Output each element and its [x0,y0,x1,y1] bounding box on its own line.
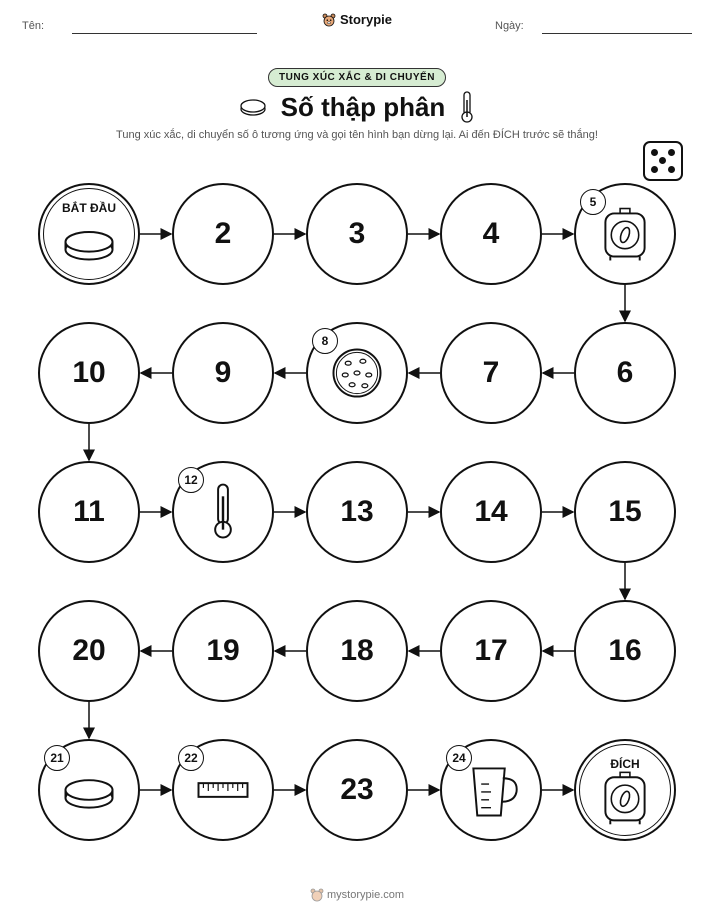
board-cell-15 [574,461,676,563]
board-cell-13 [306,461,408,563]
cell-number: 14 [474,495,508,528]
brand-name: Storypie [339,12,392,27]
board-cell-10 [38,322,140,424]
cell-number: 13 [340,495,374,528]
cell-number-badge: 24 [446,745,472,771]
board-cell-6 [574,322,676,424]
cell-number: 20 [72,634,106,667]
cell-number: 16 [608,634,642,667]
cell-number: 15 [608,495,642,528]
name-label: Tên: [22,20,45,32]
board-cell-22 [172,739,274,841]
board-cell-9 [172,322,274,424]
board-cell-7 [440,322,542,424]
cell-number: 7 [482,356,500,389]
board-cell-11 [38,461,140,563]
bear-icon [310,888,324,902]
board-cell-23 [306,739,408,841]
footer-site: mystorypie.com [327,888,405,901]
game-type-tag: TUNG XÚC XẮC & DI CHUYỂN [0,67,714,87]
coin-icon [40,185,138,283]
cell-number-badge: 12 [178,467,204,493]
board-cell-2 [172,183,274,285]
board-cell-21 [38,739,140,841]
stopwatch-icon [576,741,674,839]
cell-number-badge: 8 [312,328,338,354]
cell-number: 3 [348,217,366,250]
finish-label: ĐÍCH [610,757,640,771]
page-title: Số thập phân [280,91,446,122]
cell-number: 23 [340,773,374,806]
date-label: Ngày: [495,20,524,32]
board-cell-17 [440,600,542,702]
cell-number: 10 [72,356,106,389]
cell-number: 11 [73,495,105,528]
board-cell-19 [172,600,274,702]
cell-number: 19 [206,634,240,667]
cell-number: 6 [616,356,634,389]
footer [0,888,714,902]
start-cell [38,183,140,285]
cell-number-badge: 22 [178,745,204,771]
board-cell-14 [440,461,542,563]
cell-number: 9 [214,356,232,389]
start-label: BẮT ĐẦU [62,201,116,215]
instructions: Tung xúc xắc, di chuyển số ô tương ứng và gọi tên hình bạn dừng lại. Ai đến ĐÍCH trước sẽ thắng! [116,129,598,141]
board-cell-8 [306,322,408,424]
cell-number: 18 [340,634,374,667]
cell-number-badge: 5 [580,189,606,215]
board-cell-4 [440,183,542,285]
board-cell-16 [574,600,676,702]
board-cell-5 [574,183,676,285]
board-cell-20 [38,600,140,702]
board-cell-3 [306,183,408,285]
finish-cell [574,739,676,841]
cell-number: 4 [482,217,500,250]
cell-number: 17 [474,634,508,667]
cell-number-badge: 21 [44,745,70,771]
board-cell-24 [440,739,542,841]
cell-number: 2 [214,217,232,250]
board-cell-12 [172,461,274,563]
board-cell-18 [306,600,408,702]
